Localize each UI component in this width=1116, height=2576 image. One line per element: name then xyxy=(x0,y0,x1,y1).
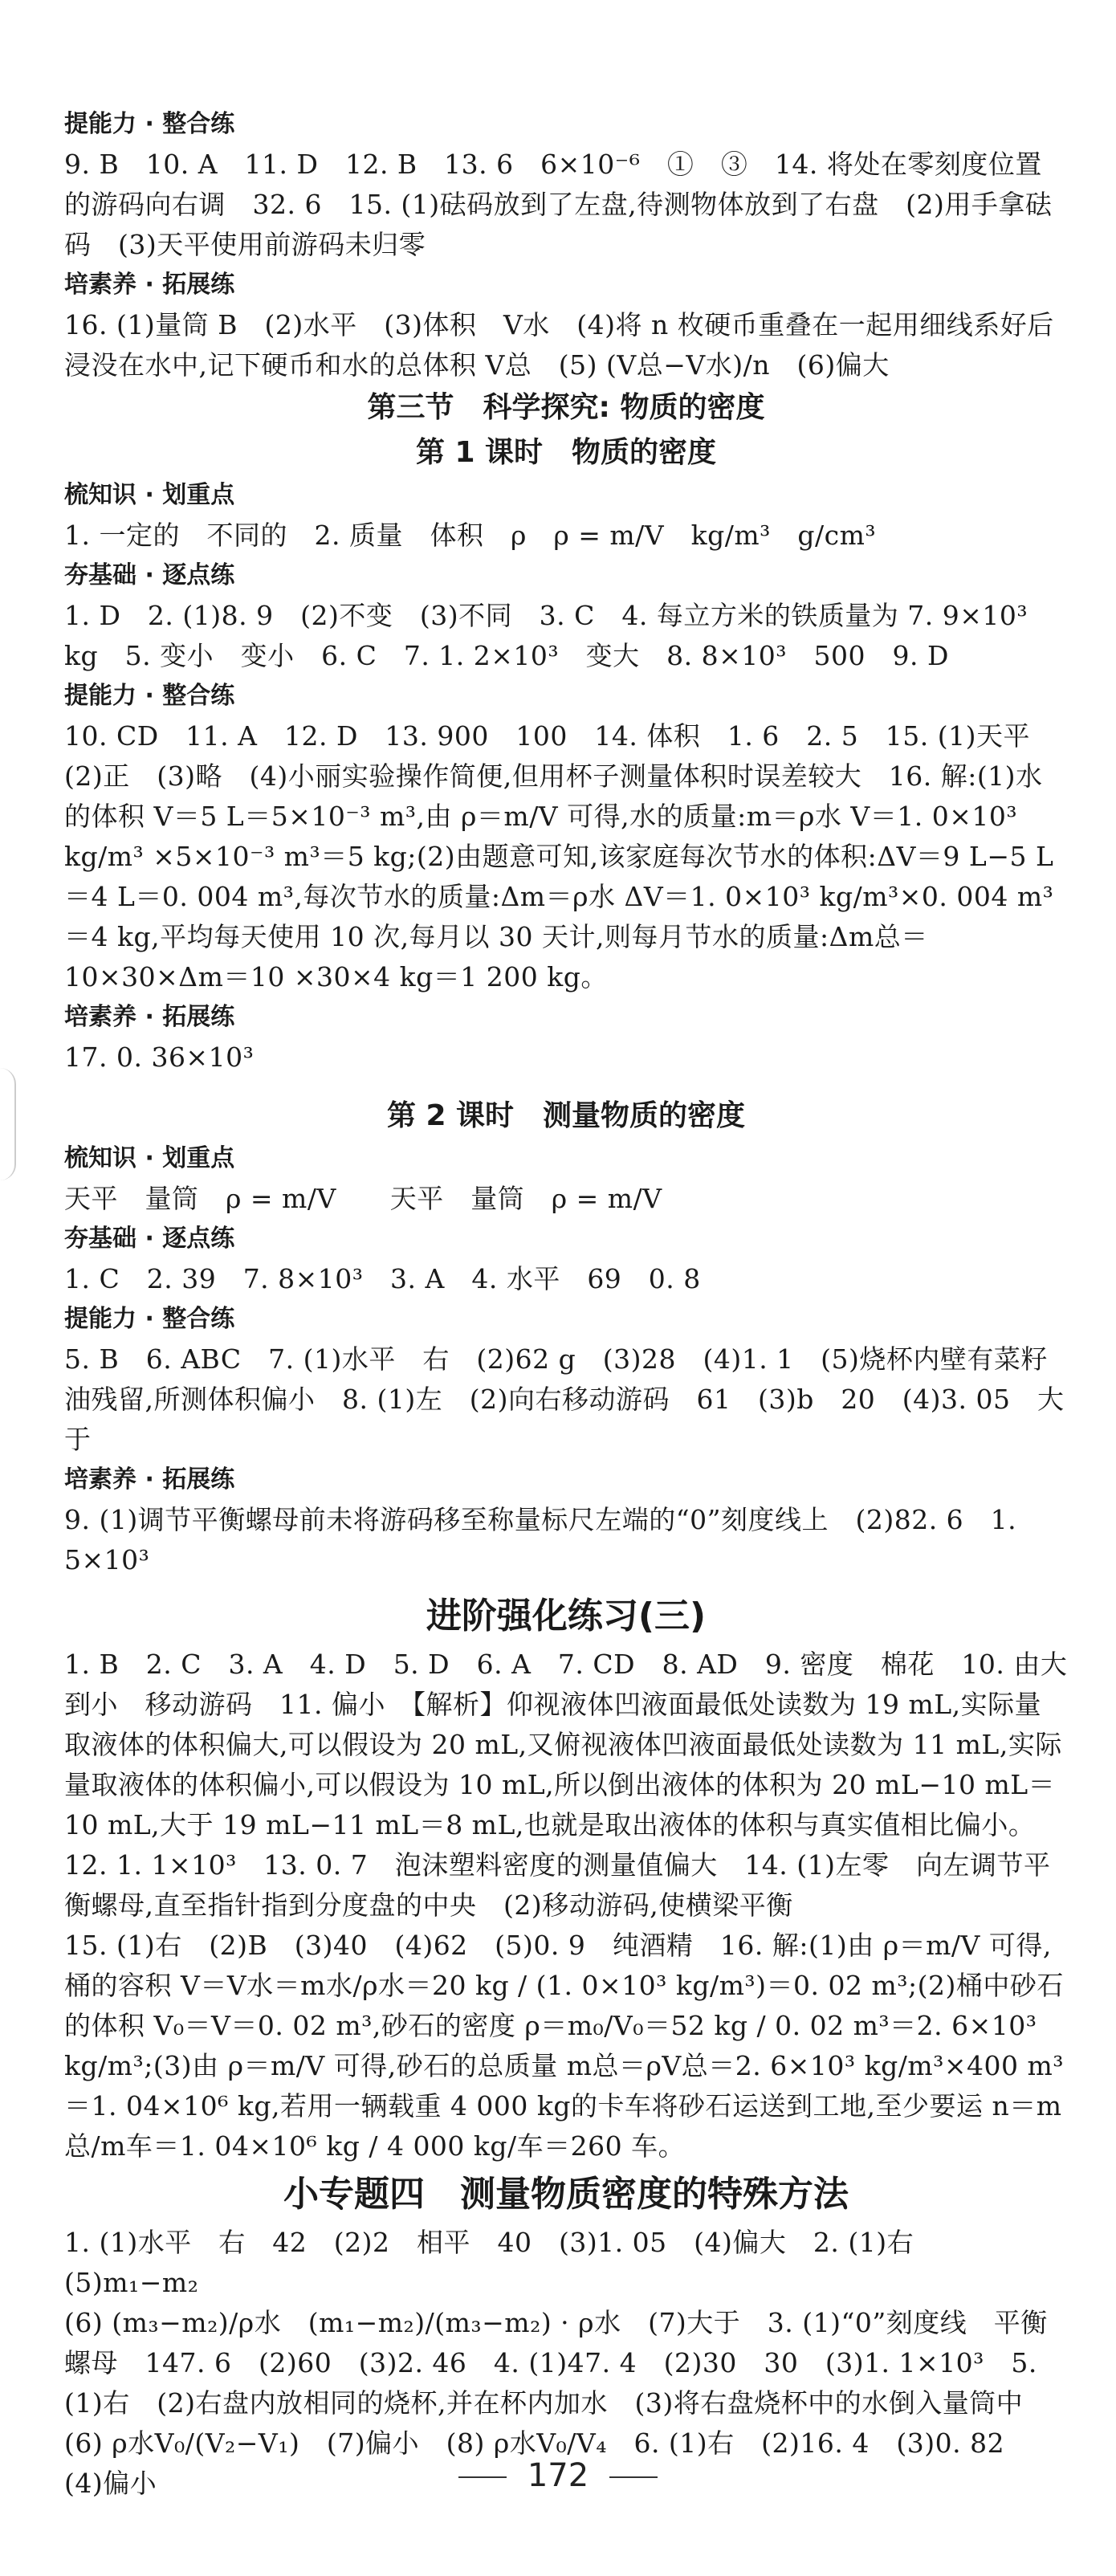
section-label: 提能力 · 整合练 xyxy=(64,1305,235,1333)
page-footer xyxy=(0,2457,1116,2494)
answer-paragraph: 15. (1)右 (2)B (3)40 (4)62 (5)0. 9 纯酒精 16. 解:(1)由 ρ＝m/V 可得,桶的容积 V＝V水＝m水/ρ水＝20 kg / (1. 0×10³ kg/m³)＝0. 02 m³;(2)桶中砂石的体积 V₀＝V＝0. 02 m³,砂石的密度 ρ＝m₀/V₀＝52 kg / 0. 02 m³＝2. 6×10³ kg/m³;(3)由 ρ＝m/V 可得,砂石的总质量 m总＝ρV总＝2. 6×10³ kg/m³×400 m³＝1. 04×10⁶ kg,若用一辆载重 4 000 kg的卡车将砂石运送到工地,至少要运 n＝m总/m车＝1. 04×10⁶ kg / 4 000 kg/车＝260 车。 xyxy=(64,1930,1064,2162)
answer-content xyxy=(64,104,1068,2504)
answer-paragraph: 16. (1)量筒 B (2)水平 (3)体积 V水 (4)将 n 枚硬币重叠在一起用细线系好后浸没在水中,记下硬币和水的总体积 V总 (5) (V总−V水)/n (6)偏大 xyxy=(64,309,1054,381)
page-number: 172 xyxy=(527,2457,589,2494)
answer-paragraph: 1. D 2. (1)8. 9 (2)不变 (3)不同 3. C 4. 每立方米的铁质量为 7. 9×10³ kg 5. 变小 变小 6. C 7. 1. 2×10³ 变大 8. 8×10³ 500 9. D xyxy=(64,600,1028,671)
answer-paragraph: (6) (m₃−m₂)/ρ水 (m₁−m₂)/(m₃−m₂) · ρ水 (7)大于 3. (1)“0”刻度线 平衡螺母 147. 6 (2)60 (3)2. 46 4. (1)47. 4 (2)30 30 (3)1. 1×10³ 5. (1)右 (2)右盘内放相同的烧杯,并在杯内加水 (3)将右盘烧杯中的水倒入量筒中 (6) ρ水V₀/(V₂−V₁) (7)偏小 (8) ρ水V₀/V₄ 6. (1)右 (2)16. 4 (3)0. 82 (4)偏小 xyxy=(64,2307,1050,2499)
section-label: 培素养 · 拓展练 xyxy=(64,271,235,299)
chapter-heading: 小专题四 测量物质密度的特殊方法 xyxy=(283,2174,849,2215)
answer-paragraph: 1. (1)水平 右 42 (2)2 相平 40 (3)1. 05 (4)偏大 2. (1)右 (5)m₁−m₂ xyxy=(64,2227,941,2298)
scan-edge-mark xyxy=(0,1068,16,1180)
answer-paragraph: 5. B 6. ABC 7. (1)水平 右 (2)62 g (3)28 (4)1. 1 (5)烧杯内壁有菜籽油残留,所测体积偏小 8. (1)左 (2)向右移动游码 61 (3)b 20 (4)3. 05 大于 xyxy=(64,1343,1065,1455)
answer-paragraph: 1. C 2. 39 7. 8×10³ 3. A 4. 水平 69 0. 8 xyxy=(64,1263,701,1294)
footer-dash-left xyxy=(458,2476,507,2478)
answer-paragraph: 1. 一定的 不同的 2. 质量 体积 ρ ρ = m/V kg/m³ g/cm³ xyxy=(64,520,877,551)
chapter-heading: 进阶强化练习(三) xyxy=(426,1596,707,1636)
section-label: 梳知识 · 划重点 xyxy=(64,481,235,509)
section-label: 梳知识 · 划重点 xyxy=(64,1144,235,1172)
answer-paragraph: 9. B 10. A 11. D 12. B 13. 6 6×10⁻⁶ ① ③ 14. 将处在零刻度位置的游码向右调 32. 6 15. (1)砝码放到了左盘,待测物体放到了右盘 (2)用手拿砝码 (3)天平使用前游码未归零 xyxy=(64,149,1053,260)
section-label: 提能力 · 整合练 xyxy=(64,110,235,138)
lesson-heading: 第三节 科学探究: 物质的密度 xyxy=(367,391,765,424)
answer-paragraph: 天平 量筒 ρ = m/V 天平 量筒 ρ = m/V xyxy=(64,1183,662,1214)
section-label: 提能力 · 整合练 xyxy=(64,682,235,710)
section-label: 夯基础 · 逐点练 xyxy=(64,1225,235,1253)
section-label: 夯基础 · 逐点练 xyxy=(64,561,235,589)
lesson-heading: 第 2 课时 测量物质的密度 xyxy=(386,1099,746,1132)
section-label: 培素养 · 拓展练 xyxy=(64,1465,235,1494)
spacer xyxy=(64,1078,1068,1094)
answer-paragraph: 9. (1)调节平衡螺母前未将游码移至称量标尺左端的“0”刻度线上 (2)82. 6 1. 5×10³ xyxy=(64,1504,1017,1575)
footer-dash-right xyxy=(609,2476,658,2478)
section-label: 培素养 · 拓展练 xyxy=(64,1003,235,1031)
lesson-heading: 第 1 课时 物质的密度 xyxy=(415,436,717,469)
answer-paragraph: 10. CD 11. A 12. D 13. 900 100 14. 体积 1. 6 2. 5 15. (1)天平 (2)正 (3)略 (4)小丽实验操作简便,但用杯子测量体积时误差较大 16. 解:(1)水的体积 V＝5 L＝5×10⁻³ m³,由 ρ＝m/V 可得,水的质量:m＝ρ水 V＝1. 0×10³ kg/m³ ×5×10⁻³ m³＝5 kg;(2)由题意可知,该家庭每次节水的体积:ΔV＝9 L−5 L＝4 L＝0. 004 m³,每次节水的质量:Δm＝ρ水 ΔV＝1. 0×10³ kg/m³×0. 004 m³＝4 kg,平均每天使用 10 次,每月以 30 天计,则每月节水的质量:Δm总＝10×30×Δm＝10 ×30×4 kg＝1 200 kg。 xyxy=(64,720,1057,992)
answer-paragraph: 1. B 2. C 3. A 4. D 5. D 6. A 7. CD 8. AD 9. 密度 棉花 10. 由大到小 移动游码 11. 偏小 【解析】仰视液体凹液面最低处读数为 19 mL,实际量取液体的体积偏大,可以假设为 20 mL,又俯视液体凹液面最低处读数为 11 mL,实际量取液体的体积偏小,可以假设为 10 mL,所以倒出液体的体积为 20 mL−10 mL＝10 mL,大于 19 mL−11 mL＝8 mL,也就是取出液体的体积与真实值相比偏小。 12. 1. 1×10³ 13. 0. 7 泡沫塑料密度的测量值偏大 14. (1)左零 向左调节平衡螺母,直至指针指到分度盘的中央 (2)移动游码,使横梁平衡 xyxy=(64,1649,1068,1921)
answer-paragraph: 17. 0. 36×10³ xyxy=(64,1041,255,1073)
spacer xyxy=(64,1580,1068,1588)
